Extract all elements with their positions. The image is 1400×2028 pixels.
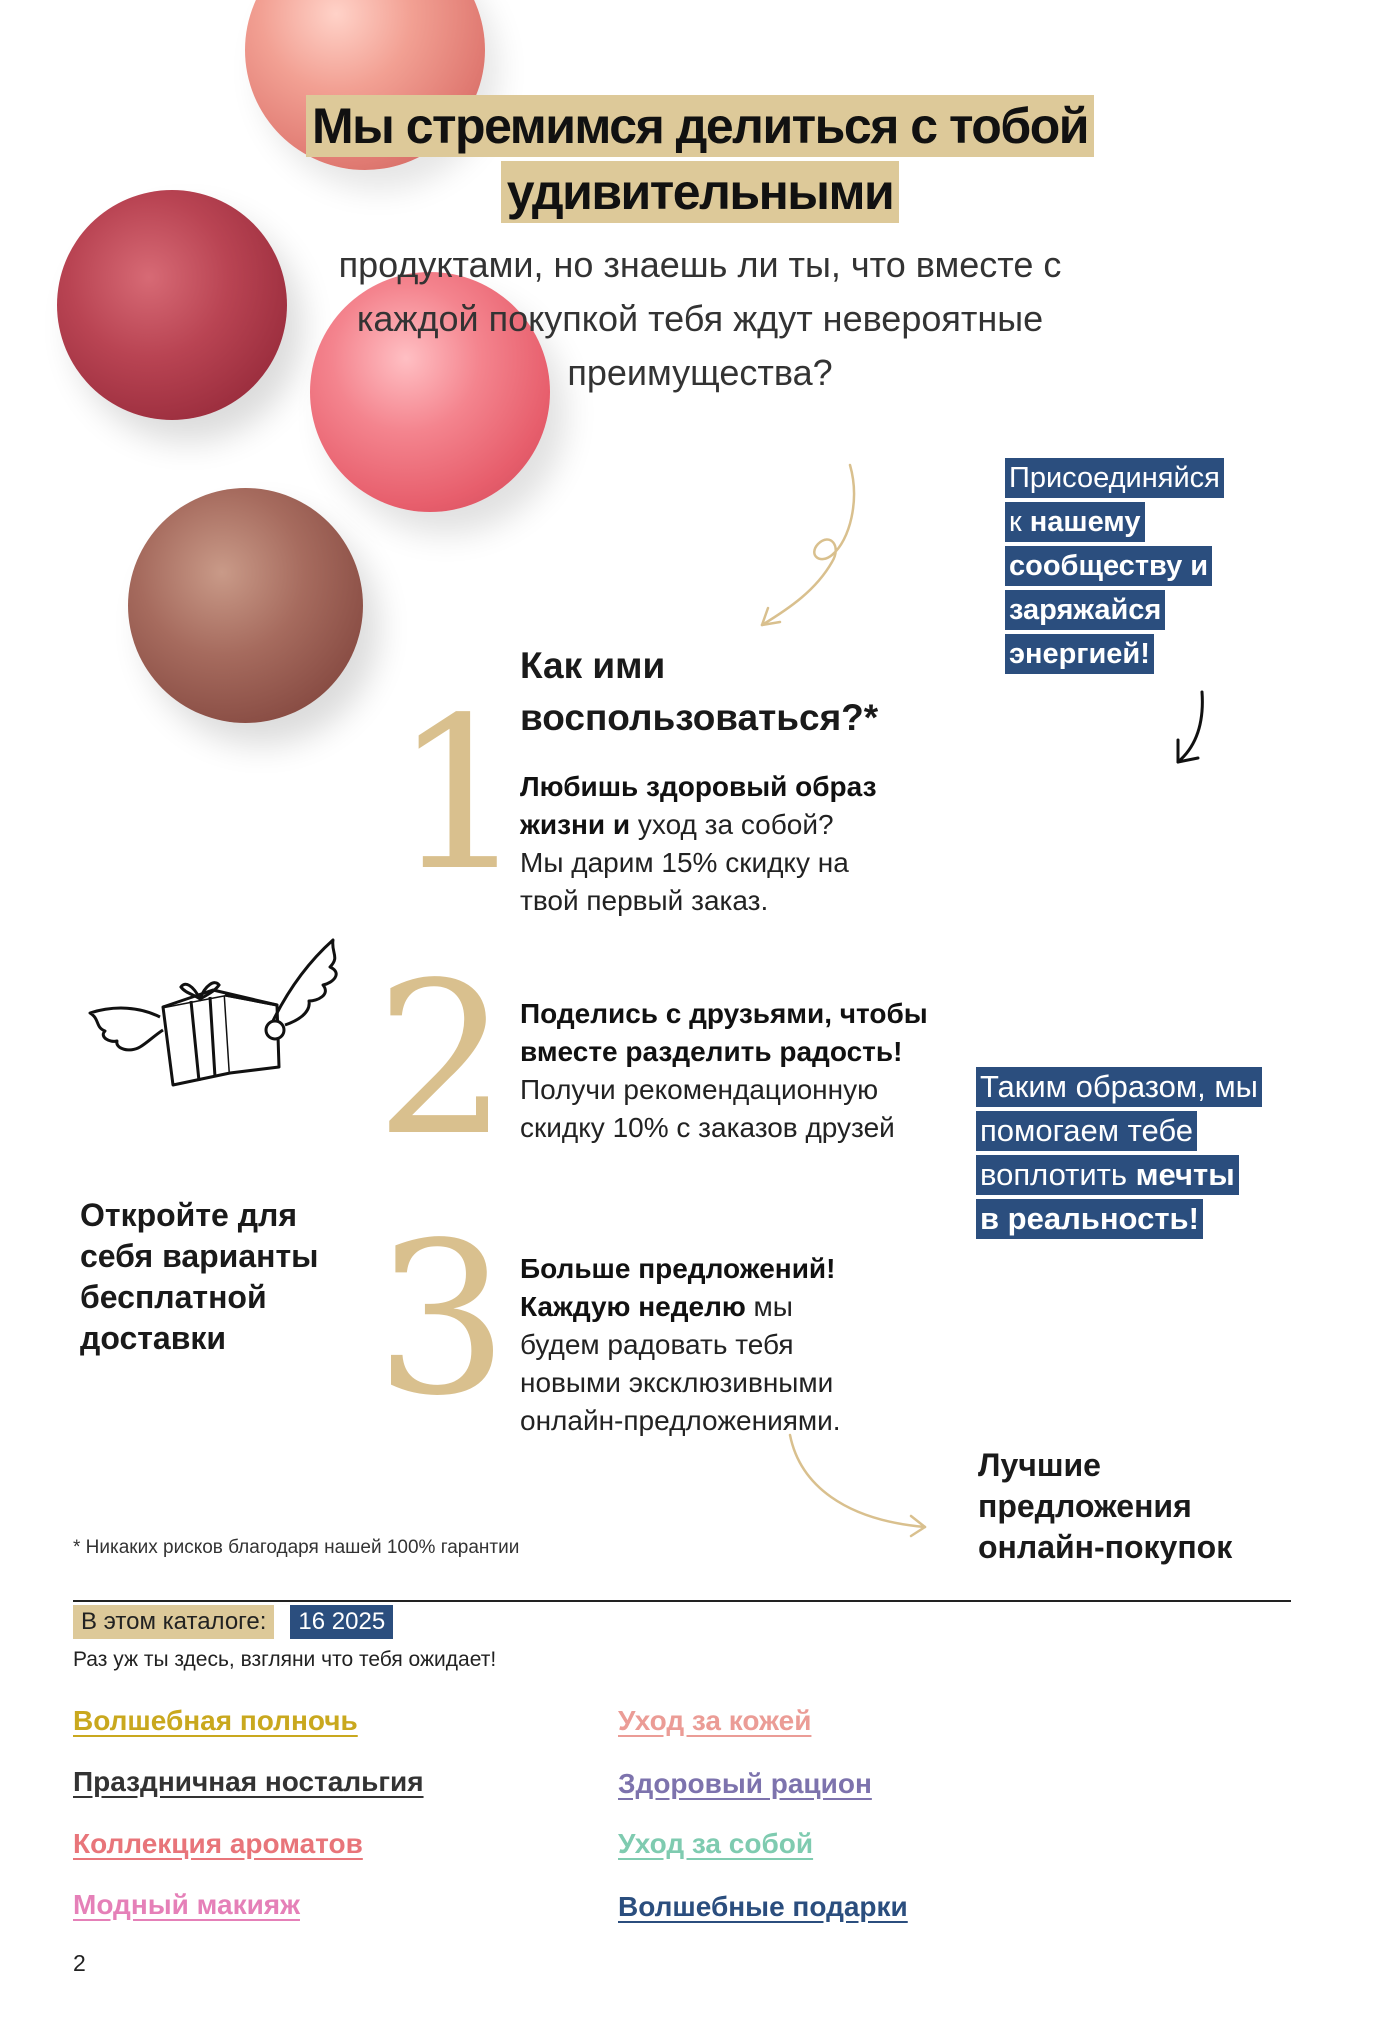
link-skin-care[interactable]: Уход за кожей bbox=[618, 1705, 812, 1736]
how-to-use-title bbox=[520, 640, 940, 744]
step-bold: Больше предложений! bbox=[520, 1253, 836, 1284]
step-number: 1 bbox=[393, 672, 527, 917]
best-line: предложения bbox=[978, 1488, 1192, 1524]
callout-text: мечты bbox=[1135, 1157, 1235, 1192]
dreams-callout bbox=[976, 1067, 1296, 1243]
step-number: 3 bbox=[375, 1197, 509, 1442]
step-bold: вместе разделить радость! bbox=[520, 1036, 903, 1067]
callout-line: Таким образом, мы bbox=[976, 1067, 1262, 1107]
free-delivery-text bbox=[80, 1195, 360, 1359]
subtitle-line: каждой покупкой тебя ждут невероятные bbox=[356, 298, 1044, 339]
step-text bbox=[520, 995, 940, 1147]
step-text bbox=[520, 768, 940, 920]
callout-line: заряжайся bbox=[1005, 590, 1165, 630]
step-bold: Поделись с друзьями, чтобы bbox=[520, 998, 928, 1029]
best-offers-text bbox=[978, 1445, 1298, 1568]
step-line: твой первый заказ. bbox=[520, 885, 769, 916]
best-line: Лучшие bbox=[978, 1447, 1101, 1483]
headline bbox=[300, 95, 1100, 223]
step-number: 2 bbox=[375, 937, 509, 1182]
callout-text: к bbox=[1009, 506, 1030, 538]
step-bold: Любишь здоровый образ bbox=[520, 771, 877, 802]
flying-gift-icon bbox=[85, 935, 345, 1115]
link-healthy-diet[interactable]: Здоровый рацион bbox=[618, 1768, 872, 1799]
delivery-line: бесплатной bbox=[80, 1279, 267, 1315]
catalog-number: 16 2025 bbox=[290, 1605, 393, 1639]
subtitle-line: продуктами, но знаешь ли ты, что вместе с bbox=[338, 244, 1062, 285]
page-number: 2 bbox=[73, 1950, 86, 1976]
step-line: уход за собой? bbox=[630, 809, 834, 840]
callout-line bbox=[1005, 502, 1145, 542]
footnote: * Никаких рисков благодаря нашей 100% гарантии bbox=[73, 1537, 520, 1558]
callout-line bbox=[976, 1155, 1239, 1195]
link-holiday-nostalgia[interactable]: Праздничная ностальгия bbox=[73, 1766, 424, 1797]
link-magic-gifts[interactable]: Волшебные подарки bbox=[618, 1891, 908, 1922]
callout-text: воплотить bbox=[980, 1157, 1136, 1192]
headline-line: Мы стремимся делиться с тобой bbox=[306, 95, 1094, 157]
step-bold: Каждую неделю bbox=[520, 1291, 746, 1322]
title-line: Как ими bbox=[520, 645, 666, 686]
catalog-header bbox=[73, 1604, 393, 1640]
step-line: мы bbox=[745, 1291, 793, 1322]
best-line: онлайн-покупок bbox=[978, 1529, 1233, 1565]
divider bbox=[73, 1600, 1291, 1602]
step-line: Мы дарим 15% скидку на bbox=[520, 847, 849, 878]
blush-ball-image bbox=[57, 190, 287, 420]
join-community-callout bbox=[1005, 458, 1235, 678]
link-fragrance-collection[interactable]: Коллекция ароматов bbox=[73, 1828, 363, 1859]
callout-line: Присоединяйся bbox=[1005, 458, 1224, 498]
curly-arrow-icon bbox=[750, 460, 870, 630]
delivery-line: доставки bbox=[80, 1320, 227, 1356]
callout-text: нашему bbox=[1029, 506, 1141, 538]
step-text bbox=[520, 1250, 940, 1440]
callout-line: в реальность! bbox=[976, 1199, 1203, 1239]
callout-line: сообществу и bbox=[1005, 546, 1212, 586]
link-fashion-makeup[interactable]: Модный макияж bbox=[73, 1889, 300, 1920]
delivery-line: Откройте для bbox=[80, 1197, 298, 1233]
callout-line: энергией! bbox=[1005, 634, 1154, 674]
blush-ball-image bbox=[128, 488, 363, 723]
catalog-label: В этом каталоге: bbox=[73, 1605, 274, 1639]
step-line: Получи рекомендационную bbox=[520, 1074, 879, 1105]
title-line: воспользоваться?* bbox=[520, 697, 879, 738]
step-line: онлайн-предложениями. bbox=[520, 1405, 841, 1436]
arrow-down-icon bbox=[1170, 690, 1210, 770]
headline-subtitle bbox=[300, 238, 1100, 400]
step-line: будем радовать тебя bbox=[520, 1329, 794, 1360]
headline-line: удивительными bbox=[501, 161, 899, 223]
curved-arrow-icon bbox=[785, 1430, 935, 1540]
step-bold: жизни и bbox=[520, 809, 631, 840]
delivery-line: себя варианты bbox=[80, 1238, 319, 1274]
subtitle-line: преимущества? bbox=[567, 352, 833, 393]
step-line: скидку 10% с заказов друзей bbox=[520, 1112, 895, 1143]
link-magic-midnight[interactable]: Волшебная полночь bbox=[73, 1705, 358, 1736]
link-self-care[interactable]: Уход за собой bbox=[618, 1828, 814, 1859]
catalog-subtitle: Раз уж ты здесь, взгляни что тебя ожидает! bbox=[73, 1648, 497, 1671]
step-line: новыми эксклюзивными bbox=[520, 1367, 834, 1398]
callout-line: помогаем тебе bbox=[976, 1111, 1197, 1151]
